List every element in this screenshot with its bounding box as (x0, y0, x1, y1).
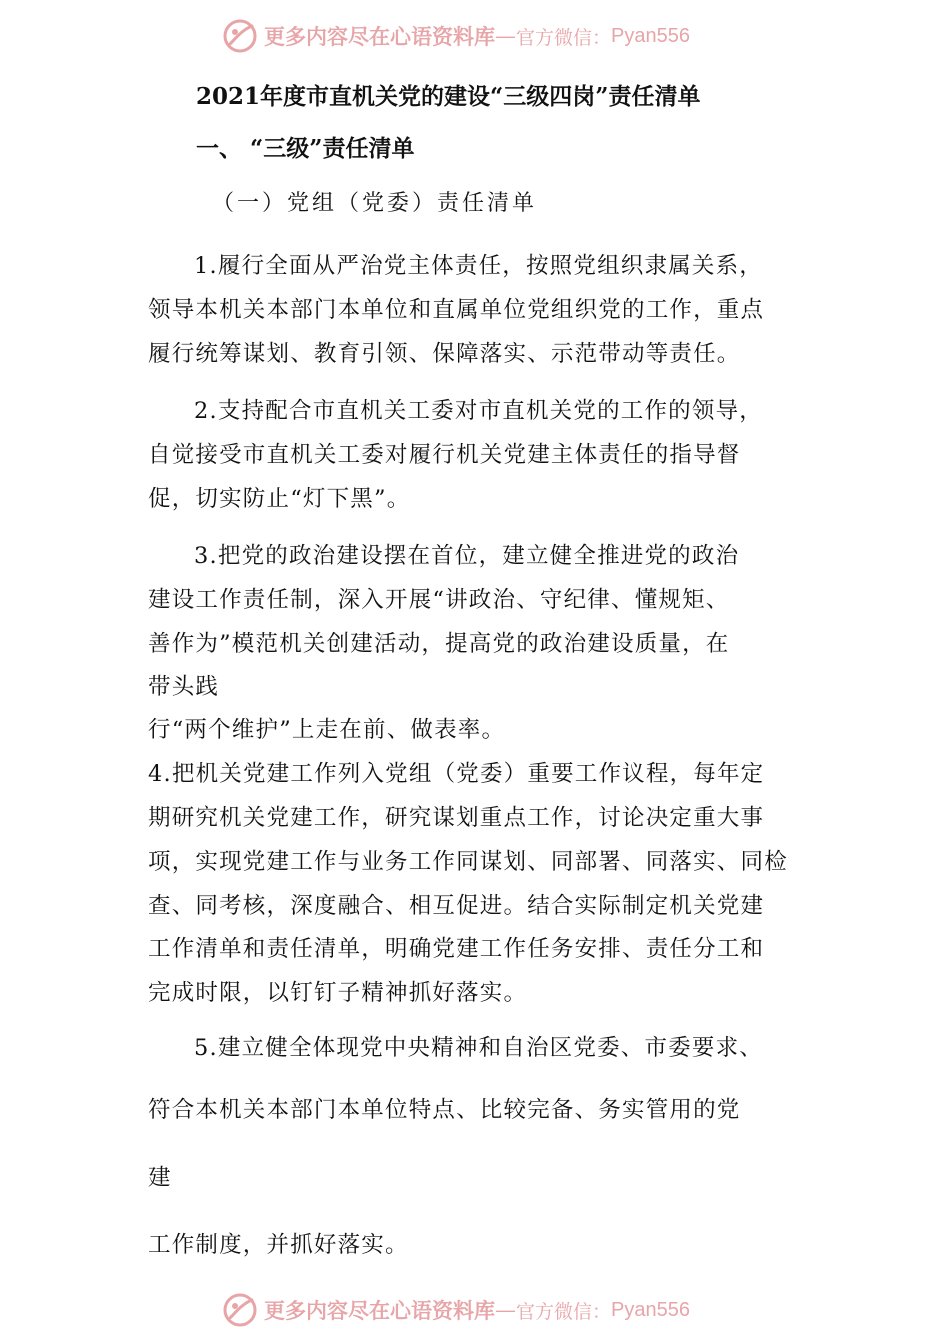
watermark-separator: — (495, 1298, 516, 1322)
section-heading: 一、 “三级”责任清单 (196, 135, 415, 162)
paragraph-line: 建设工作责任制，深入开展“讲政治、守纪律、懂规矩、 (148, 587, 730, 613)
watermark-separator: — (495, 24, 516, 48)
paragraph-line: 促，切实防止“灯下黑”。 (148, 486, 411, 512)
document-title: 2021年度市直机关党的建设“三级四岗”责任清单 (196, 83, 701, 110)
watermark-wechat-label: 官方微信： (516, 26, 612, 49)
paragraph-line: 领导本机关本部门本单位和直属单位党组织党的工作，重点 (148, 297, 765, 323)
paragraph-line: 查、同考核，深度融合、相互促进。结合实际制定机关党建 (148, 893, 765, 919)
paragraph-line: 5.建立健全体现党中央精神和自治区党委、市委要求、 (194, 1035, 763, 1061)
paragraph-line: 建 (148, 1165, 172, 1191)
paragraph-line: 带头践 (148, 674, 220, 700)
watermark-text: 更多内容尽在心语资料库 (264, 1298, 495, 1323)
watermark-wechat-label: 官方微信： (516, 1300, 612, 1323)
paragraph-line: 1.履行全面从严治党主体责任，按照党组织隶属关系， (194, 253, 763, 279)
paragraph-line: 自觉接受市直机关工委对履行机关党建主体责任的指导督 (148, 442, 741, 468)
paragraph-line: 4.把机关党建工作列入党组（党委）重要工作议程，每年定 (148, 761, 765, 787)
paragraph-line: 3.把党的政治建设摆在首位，建立健全推进党的政治 (194, 543, 740, 569)
paragraph-line: 履行统筹谋划、教育引领、保障落实、示范带动等责任。 (148, 341, 741, 367)
watermark-banner-bottom (222, 1290, 690, 1330)
paragraph-line: 工作清单和责任清单，明确党建工作任务安排、责任分工和 (148, 936, 765, 962)
watermark-wechat-id: Pyan556 (611, 1298, 690, 1321)
watermark-banner-top (222, 16, 690, 56)
logo-icon (222, 18, 258, 54)
paragraph-line: 符合本机关本部门本单位特点、比较完备、务实管用的党 (148, 1097, 741, 1123)
paragraph-line: 善作为”模范机关创建活动，提高党的政治建设质量，在 (148, 631, 730, 657)
paragraph-line: 行“两个维护”上走在前、做表率。 (148, 717, 506, 743)
paragraph-line: 期研究机关党建工作，研究谋划重点工作，讨论决定重大事 (148, 805, 765, 831)
paragraph-line: 工作制度，并抓好落实。 (148, 1232, 409, 1258)
watermark-text: 更多内容尽在心语资料库 (264, 24, 495, 49)
paragraph-line: 2.支持配合市直机关工委对市直机关党的工作的领导， (194, 398, 763, 424)
paragraph-line: 完成时限，以钉钉子精神抓好落实。 (148, 980, 528, 1006)
paragraph-line: 项，实现党建工作与业务工作同谋划、同部署、同落实、同检 (148, 849, 788, 875)
subsection-heading: （一）党组（党委）责任清单 (212, 191, 538, 216)
logo-icon (222, 1292, 258, 1328)
watermark-wechat-id: Pyan556 (611, 24, 690, 47)
